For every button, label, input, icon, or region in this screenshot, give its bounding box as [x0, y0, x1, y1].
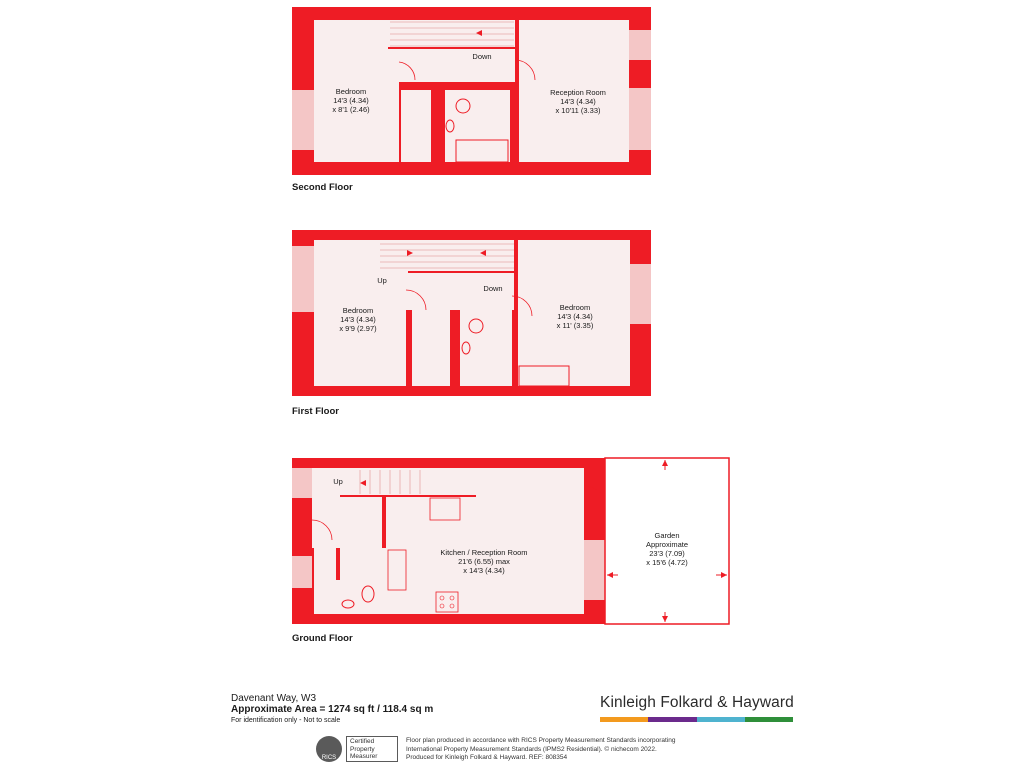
first-floor-title: First Floor [292, 406, 339, 417]
rics-cert-line-1: Certified [350, 738, 375, 745]
second-bedroom-dim1: 14'3 (4.34) [333, 96, 369, 105]
second-floor-title: Second Floor [292, 182, 353, 193]
first-bedroom-left-name: Bedroom [342, 306, 374, 315]
approximate-area: Approximate Area = 1274 sq ft / 118.4 sq m [231, 704, 434, 715]
second-reception-dim1: 14'3 (4.34) [560, 97, 596, 106]
brand-bar-blue [697, 717, 745, 722]
first-bedroom-right-dim2: x 11' (3.35) [556, 321, 594, 330]
brand-bar-green [745, 717, 793, 722]
kitchen-dim2: x 14'3 (4.34) [463, 566, 505, 575]
first-stair-up-label: Up [377, 276, 387, 285]
garden-dim1: Approximate [645, 540, 689, 549]
rics-certificate [346, 736, 398, 762]
garden-dim2: 23'3 (7.09) [649, 549, 685, 558]
ground-stair-up-label: Up [333, 477, 343, 486]
first-bedroom-right-name: Bedroom [559, 303, 591, 312]
first-bedroom-left-dim2: x 9'9 (2.97) [339, 324, 377, 333]
garden-name: Garden [654, 531, 680, 540]
first-floor-plan [292, 230, 651, 417]
disclaimer-line-2: International Property Measurement Standards (IPMS2 Residential). © nichecom 2022. [406, 745, 657, 753]
brand-bar-orange [600, 717, 648, 722]
first-bedroom-right-dim1: 14'3 (4.34) [557, 312, 593, 321]
second-reception-dim2: x 10'11 (3.33) [555, 106, 601, 115]
first-stair-down-label: Down [483, 284, 503, 293]
rics-badge [316, 736, 342, 762]
second-reception-name: Reception Room [550, 88, 606, 97]
ground-floor-title: Ground Floor [292, 633, 353, 644]
kitchen-dim1: 21'6 (6.55) max [458, 557, 510, 566]
rics-logo [316, 736, 400, 764]
disclaimer [406, 737, 726, 763]
rics-badge-label: RICS [321, 755, 337, 761]
second-stair-down-label: Down [472, 52, 492, 61]
garden-dim3: x 15'6 (4.72) [646, 558, 688, 567]
brand-bar-purple [648, 717, 696, 722]
brand-color-bar [600, 717, 793, 722]
kitchen-name: Kitchen / Reception Room [440, 548, 528, 557]
first-bedroom-left-dim1: 14'3 (4.34) [340, 315, 376, 324]
rics-cert-line-3: Measurer [350, 753, 378, 760]
ground-floor-plan [292, 458, 729, 644]
disclaimer-line-3: Produced for Kinleigh Folkard & Hayward. REF: 808354 [406, 754, 568, 762]
brand-name: Kinleigh Folkard & Hayward [600, 694, 794, 711]
second-bedroom-name: Bedroom [335, 87, 367, 96]
second-bedroom-dim2: x 8'1 (2.46) [332, 105, 370, 114]
rics-cert-line-2: Property [350, 745, 375, 753]
second-floor-plan [292, 7, 651, 193]
identification-note: For identification only - Not to scale [231, 717, 341, 724]
property-address: Davenant Way, W3 [231, 693, 317, 704]
disclaimer-line-1: Floor plan produced in accordance with RICS Property Measurement Standards incorporating [406, 737, 676, 744]
